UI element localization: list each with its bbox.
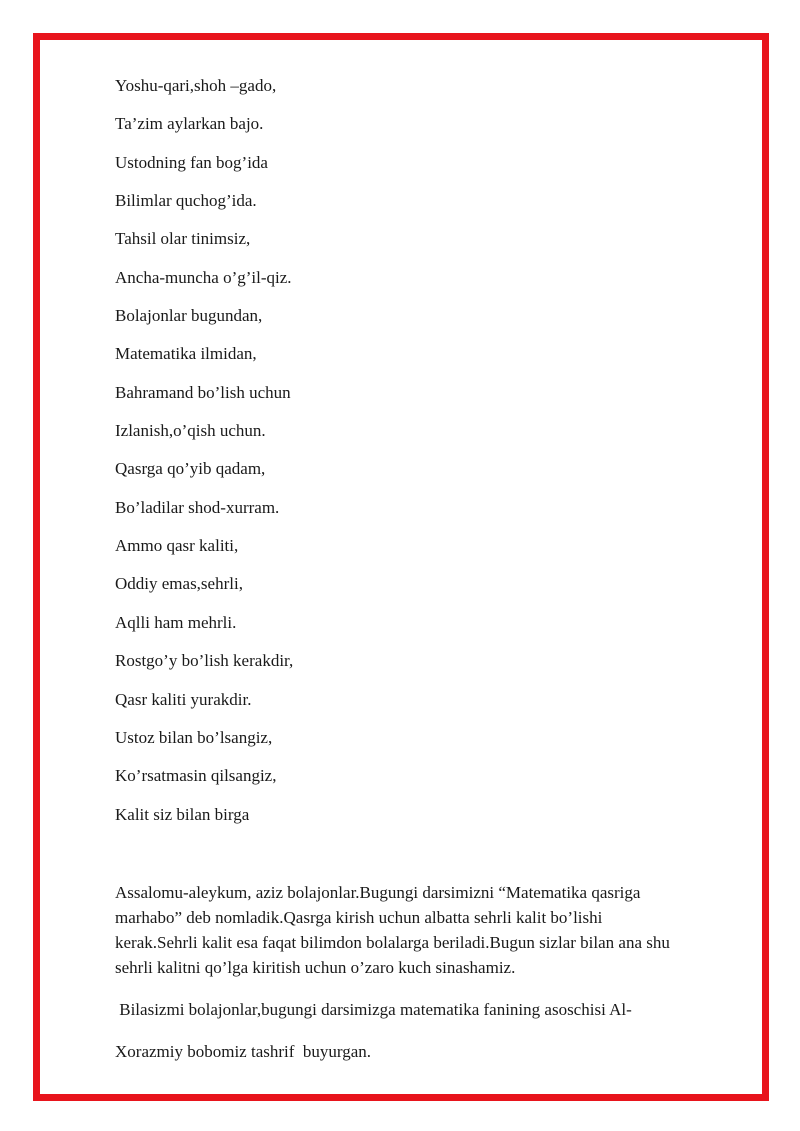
alxorazmiy-line-b: Xorazmiy bobomiz tashrif buyurgan. [115,1042,372,1061]
poem-line: Bolajonlar bugundan, [115,306,263,326]
poem-line: Qasr kaliti yurakdir. [115,689,252,709]
intro-line: sehrli kalitni qo’lga kiritish uchun o’zaro kuch sinashamiz. [115,958,516,977]
poem-line: Bilimlar quchog’ida. [115,191,257,211]
poem-line: Ustoz bilan bo’lsangiz, [115,727,273,747]
poem-line: Oddiy emas,sehrli, [115,574,243,594]
poem-line: Aqlli ham mehrli. [115,612,237,632]
poem-line: Qasrga qo’yib qadam, [115,459,266,479]
poem-line: Kalit siz bilan birga [115,804,250,824]
poem-line: Ko’rsatmasin qilsangiz, [115,766,277,786]
poem-line: Bo’ladilar shod-xurram. [115,497,280,517]
prose-section [115,880,735,1064]
poem-line: Ta’zim aylarkan bajo. [115,114,264,134]
intro-line: Assalomu-aleykum, aziz bolajonlar.Bugungi darsimizni “Matematika qasriga [115,883,641,902]
intro-line: kerak.Sehrli kalit esa faqat bilimdon bolalarga beriladi.Bugun sizlar bilan ana shu [115,933,670,952]
alxorazmiy-line-a: Bilasizmi bolajonlar,bugungi darsimizga matematika fanining asoschisi Al- [115,1000,632,1019]
intro-line: marhabo” deb nomladik.Qasrga kirish uchun albatta sehrli kalit bo’lishi [115,908,603,927]
poem-line: Ustodning fan bog’ida [115,152,268,172]
poem-line: Ancha-muncha o’g’il-qiz. [115,267,292,287]
intro-paragraph [115,880,735,980]
poem-line: Yoshu-qari,shoh –gado, [115,76,277,95]
poem-line: Tahsil olar tinimsiz, [115,229,251,249]
poem [115,74,293,841]
poem-line: Matematika ilmidan, [115,344,257,364]
poem-line: Bahramand bo’lish uchun [115,382,291,402]
poem-line: Izlanish,o’qish uchun. [115,421,266,441]
poem-line: Rostgo’y bo’lish kerakdir, [115,651,294,671]
poem-line: Ammo qasr kaliti, [115,536,239,556]
